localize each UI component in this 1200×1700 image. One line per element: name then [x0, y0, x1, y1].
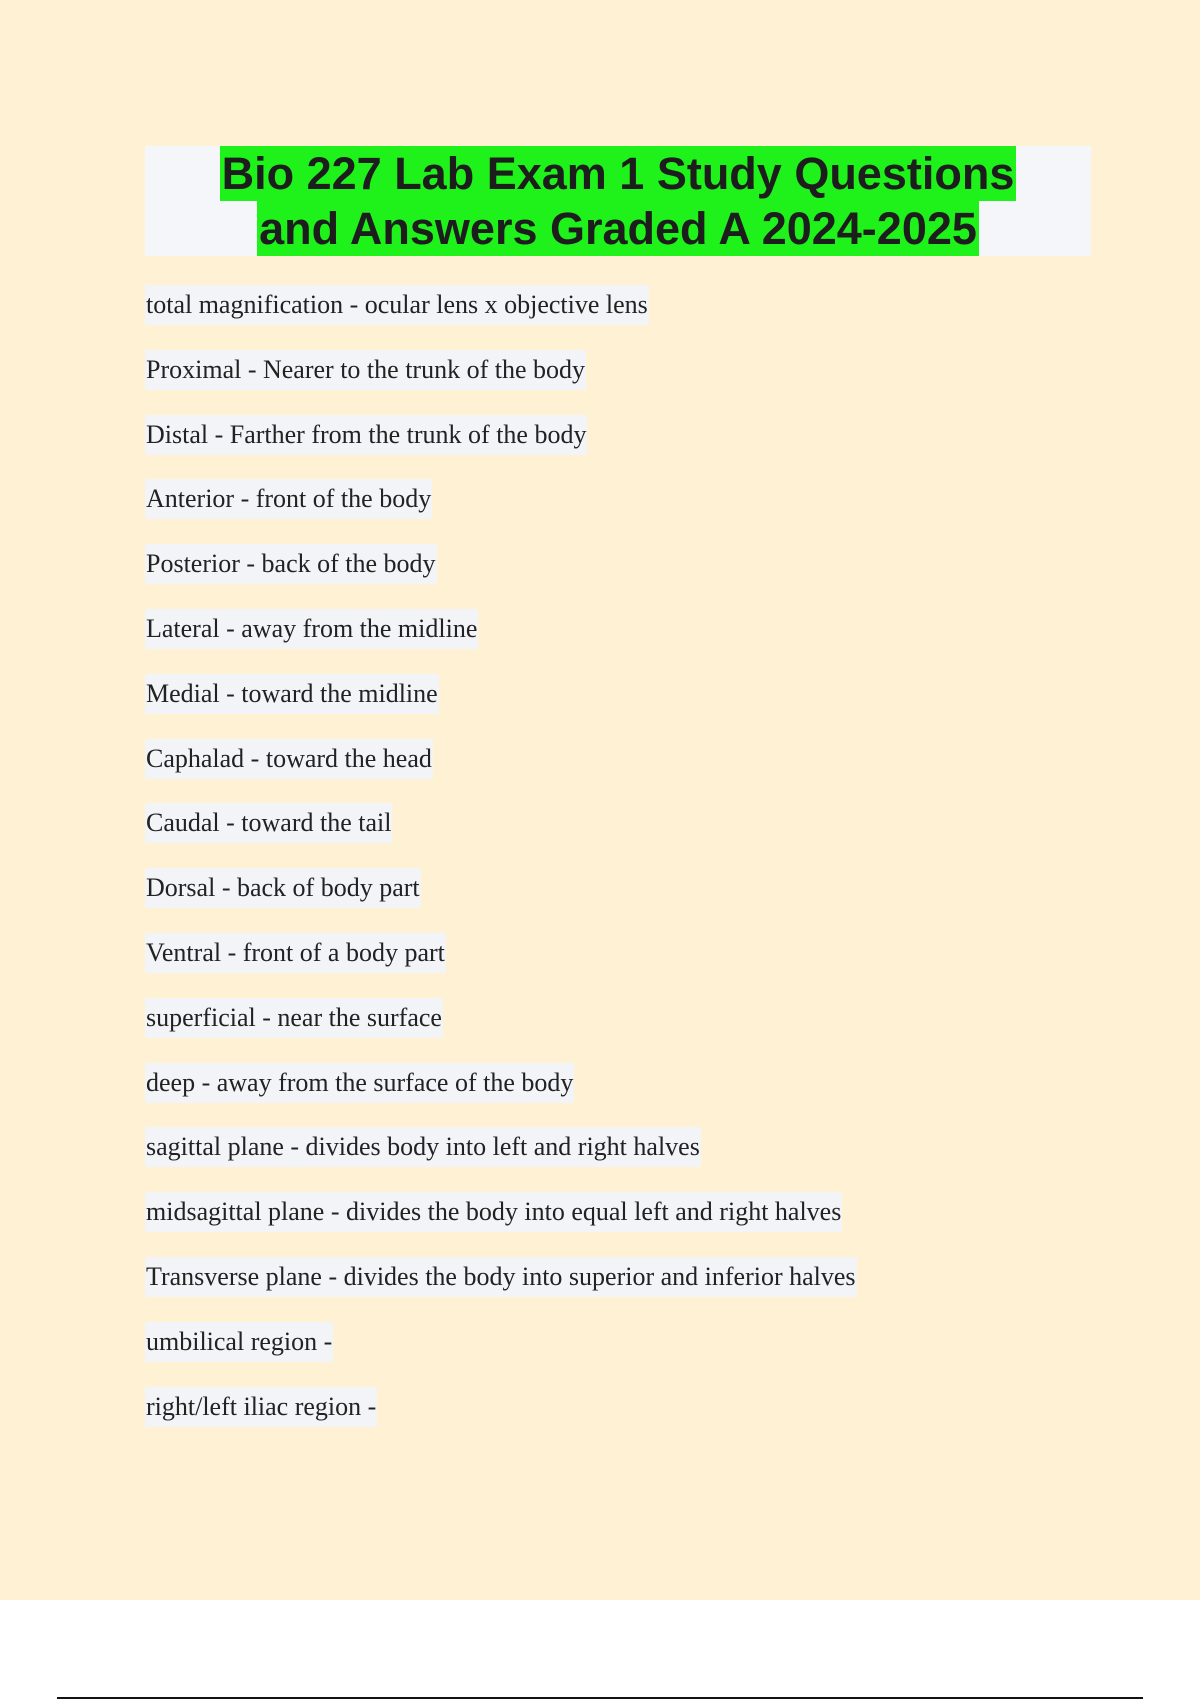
study-entry — [145, 415, 1145, 480]
study-entry-text: Posterior - back of the body — [145, 544, 437, 584]
page-title-line-1: Bio 227 Lab Exam 1 Study Questions — [221, 148, 1015, 199]
study-entry-text: Transverse plane - divides the body into superior and inferior halves — [145, 1257, 857, 1297]
study-entry — [145, 998, 1145, 1063]
study-entry — [145, 350, 1145, 415]
page-title-line-2: and Answers Graded A 2024-2025 — [259, 203, 977, 254]
study-entry-text: deep - away from the surface of the body — [145, 1063, 574, 1103]
study-entry-text: Caudal - toward the tail — [145, 803, 392, 843]
study-entry — [145, 1192, 1145, 1257]
footer-divider — [57, 1697, 1143, 1699]
study-entry — [145, 1257, 1145, 1322]
study-entry-text: Lateral - away from the midline — [145, 609, 478, 649]
study-entry — [145, 479, 1145, 544]
study-entry-text: midsagittal plane - divides the body into equal left and right halves — [145, 1192, 842, 1232]
study-entry — [145, 1127, 1145, 1192]
study-entry — [145, 674, 1145, 739]
study-entry — [145, 1387, 1145, 1452]
study-entries-list — [145, 285, 1145, 1451]
study-entry-text: Anterior - front of the body — [145, 479, 432, 519]
study-entry-text: umbilical region - — [145, 1322, 333, 1362]
study-entry — [145, 544, 1145, 609]
study-entry-text: Proximal - Nearer to the trunk of the body — [145, 350, 586, 390]
study-entry — [145, 868, 1145, 933]
title-block — [145, 146, 1091, 256]
study-entry-text: Dorsal - back of body part — [145, 868, 421, 908]
study-entry — [145, 609, 1145, 674]
study-entry — [145, 739, 1145, 804]
study-entry-text: sagittal plane - divides body into left and right halves — [145, 1127, 701, 1167]
study-entry-text: total magnification - ocular lens x objective lens — [145, 285, 649, 325]
study-entry-text: Medial - toward the midline — [145, 674, 439, 714]
study-entry — [145, 1322, 1145, 1387]
study-entry — [145, 285, 1145, 350]
study-entry — [145, 1063, 1145, 1128]
study-entry — [145, 803, 1145, 868]
study-entry — [145, 933, 1145, 998]
study-entry-text: Caphalad - toward the head — [145, 739, 433, 779]
study-entry-text: Ventral - front of a body part — [145, 933, 446, 973]
study-entry-text: superficial - near the surface — [145, 998, 443, 1038]
study-entry-text: Distal - Farther from the trunk of the body — [145, 415, 587, 455]
study-entry-text: right/left iliac region - — [145, 1387, 377, 1427]
